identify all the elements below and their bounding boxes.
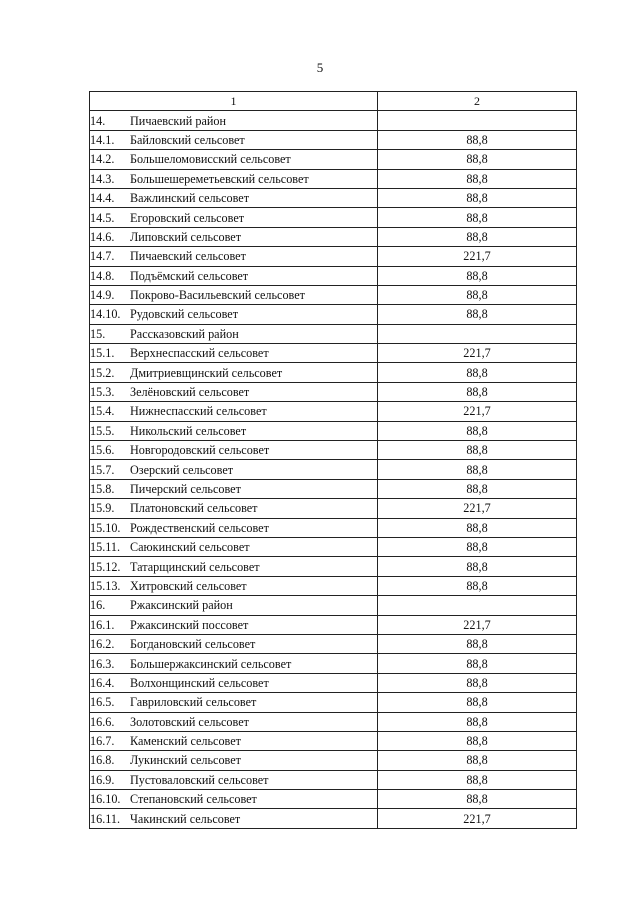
table-row — [90, 479, 577, 498]
row-name-cell — [90, 150, 378, 169]
row-name-cell — [90, 479, 378, 498]
table-row — [90, 615, 577, 634]
row-value — [378, 324, 577, 343]
row-number: 14.6. — [90, 229, 115, 244]
row-number: 14.9. — [90, 288, 115, 303]
row-name-cell — [90, 693, 378, 712]
row-name: Саюкинский сельсовет — [130, 540, 250, 555]
row-value: 88,8 — [378, 790, 577, 809]
table-row — [90, 382, 577, 401]
table-row — [90, 421, 577, 440]
row-name-cell — [90, 441, 378, 460]
row-name-cell — [90, 111, 378, 130]
row-number: 16.4. — [90, 675, 115, 690]
row-number: 14.2. — [90, 152, 115, 167]
row-number: 16. — [90, 598, 106, 613]
row-name-cell — [90, 518, 378, 537]
row-name-cell — [90, 809, 378, 828]
table-row — [90, 460, 577, 479]
row-name-cell — [90, 673, 378, 692]
row-number: 14.5. — [90, 210, 115, 225]
header-col-1: 1 — [90, 92, 378, 111]
row-number: 16.1. — [90, 617, 115, 632]
row-number: 16.5. — [90, 695, 115, 710]
table-row — [90, 402, 577, 421]
row-value: 221,7 — [378, 247, 577, 266]
table-row — [90, 441, 577, 460]
row-value — [378, 596, 577, 615]
table-row — [90, 227, 577, 246]
row-number: 14.3. — [90, 171, 115, 186]
row-name-cell — [90, 634, 378, 653]
table-row — [90, 111, 577, 130]
table-row — [90, 712, 577, 731]
row-value: 88,8 — [378, 382, 577, 401]
row-number: 15.6. — [90, 443, 115, 458]
table-row — [90, 654, 577, 673]
row-name: Егоровский сельсовет — [130, 210, 245, 225]
table-row — [90, 208, 577, 227]
row-name: Платоновский сельсовет — [130, 501, 258, 516]
row-name: Верхнеспасский сельсовет — [130, 346, 269, 361]
table-row — [90, 150, 577, 169]
row-name-cell — [90, 557, 378, 576]
row-name: Рождественский сельсовет — [130, 520, 269, 535]
row-number: 14.7. — [90, 249, 115, 264]
table-row — [90, 499, 577, 518]
row-number: 15.8. — [90, 482, 115, 496]
row-number: 15.7. — [90, 462, 115, 477]
row-name: Ржаксинский район — [130, 598, 233, 613]
row-number: 15. — [90, 326, 106, 341]
table-row — [90, 266, 577, 285]
row-name: Липовский сельсовет — [130, 229, 242, 244]
row-name: Покрово-Васильевский сельсовет — [130, 288, 305, 303]
row-value: 88,8 — [378, 169, 577, 188]
row-name-cell — [90, 537, 378, 556]
row-value: 88,8 — [378, 654, 577, 673]
row-name: Пустоваловский сельсовет — [130, 772, 269, 787]
table-header-row — [90, 92, 577, 111]
table-row — [90, 596, 577, 615]
row-value: 88,8 — [378, 557, 577, 576]
table-row — [90, 247, 577, 266]
row-number: 15.4. — [90, 404, 115, 419]
row-name: Новгородовский сельсовет — [130, 443, 270, 458]
row-value: 88,8 — [378, 479, 577, 498]
table-row — [90, 324, 577, 343]
row-name-cell — [90, 130, 378, 149]
row-name-cell — [90, 790, 378, 809]
row-name-cell — [90, 712, 378, 731]
row-number: 16.6. — [90, 714, 115, 729]
row-value: 221,7 — [378, 402, 577, 421]
row-name-cell — [90, 596, 378, 615]
row-name-cell — [90, 499, 378, 518]
row-number: 14.4. — [90, 191, 115, 206]
table-row — [90, 634, 577, 653]
row-name: Байловский сельсовет — [130, 132, 245, 147]
table-row — [90, 731, 577, 750]
row-name-cell — [90, 305, 378, 324]
row-value: 221,7 — [378, 809, 577, 828]
row-number: 15.1. — [90, 346, 115, 361]
row-name-cell — [90, 731, 378, 750]
row-value — [378, 111, 577, 130]
row-number: 15.13. — [90, 578, 121, 593]
row-name: Каменский сельсовет — [130, 734, 241, 749]
row-name: Важлинский сельсовет — [130, 191, 250, 206]
row-number: 16.3. — [90, 656, 115, 671]
row-value: 88,8 — [378, 518, 577, 537]
row-name: Хитровский сельсовет — [130, 578, 247, 593]
row-name: Степановский сельсовет — [130, 792, 257, 807]
row-name: Большешереметьевский сельсовет — [130, 171, 309, 186]
table-row — [90, 809, 577, 828]
row-name-cell — [90, 654, 378, 673]
row-name: Ржаксинский поссовет — [130, 617, 249, 632]
row-number: 15.12. — [90, 559, 121, 574]
row-name: Рудовский сельсовет — [130, 307, 239, 322]
row-value: 88,8 — [378, 576, 577, 595]
table-row — [90, 344, 577, 363]
row-number: 15.11. — [90, 540, 121, 555]
row-name-cell — [90, 421, 378, 440]
row-name-cell — [90, 208, 378, 227]
row-value: 88,8 — [378, 150, 577, 169]
row-number: 14.1. — [90, 132, 115, 147]
table-row — [90, 305, 577, 324]
row-name-cell — [90, 344, 378, 363]
table-row — [90, 790, 577, 809]
row-name: Чакинский сельсовет — [130, 811, 241, 826]
row-name-cell — [90, 266, 378, 285]
row-number: 16.7. — [90, 734, 115, 749]
row-value: 88,8 — [378, 421, 577, 440]
row-name: Гавриловский сельсовет — [130, 695, 257, 710]
row-value: 88,8 — [378, 363, 577, 382]
row-name: Лукинский сельсовет — [130, 753, 241, 768]
row-value: 88,8 — [378, 208, 577, 227]
row-value: 88,8 — [378, 751, 577, 770]
row-value: 88,8 — [378, 305, 577, 324]
row-number: 15.3. — [90, 385, 115, 400]
row-name: Дмитриевщинский сельсовет — [130, 365, 283, 380]
row-name-cell — [90, 751, 378, 770]
row-name: Волхонщинский сельсовет — [130, 675, 269, 690]
row-value: 221,7 — [378, 344, 577, 363]
table-row — [90, 576, 577, 595]
table-row — [90, 557, 577, 576]
row-number: 16.8. — [90, 753, 115, 768]
row-name: Озерский сельсовет — [130, 462, 234, 477]
row-value: 88,8 — [378, 130, 577, 149]
row-value: 88,8 — [378, 770, 577, 789]
row-name: Пичаевский сельсовет — [130, 249, 246, 264]
row-value: 88,8 — [378, 188, 577, 207]
row-number: 15.10. — [90, 520, 121, 535]
row-number: 15.2. — [90, 365, 115, 380]
row-name-cell — [90, 324, 378, 343]
row-number: 16.10. — [90, 792, 121, 807]
row-value: 88,8 — [378, 227, 577, 246]
row-name-cell — [90, 460, 378, 479]
row-name: Подъёмский сельсовет — [130, 268, 249, 283]
page-number: 5 — [316, 60, 324, 75]
row-name-cell — [90, 576, 378, 595]
row-name-cell — [90, 285, 378, 304]
row-number: 15.9. — [90, 501, 115, 516]
row-name: Никольский сельсовет — [130, 423, 247, 438]
table-row — [90, 537, 577, 556]
row-value: 221,7 — [378, 499, 577, 518]
row-value: 88,8 — [378, 285, 577, 304]
row-number: 16.2. — [90, 637, 115, 652]
row-value: 88,8 — [378, 673, 577, 692]
row-value: 88,8 — [378, 712, 577, 731]
table-row — [90, 130, 577, 149]
row-name-cell — [90, 382, 378, 401]
table-row — [90, 363, 577, 382]
row-value: 88,8 — [378, 693, 577, 712]
table-row — [90, 751, 577, 770]
row-number: 16.11. — [90, 811, 121, 826]
row-name-cell — [90, 402, 378, 421]
row-value: 88,8 — [378, 460, 577, 479]
row-name: Зелёновский сельсовет — [130, 385, 250, 400]
row-name: Богдановский сельсовет — [130, 637, 256, 652]
table-row — [90, 673, 577, 692]
row-number: 14.10. — [90, 307, 121, 322]
row-name-cell — [90, 247, 378, 266]
row-name: Большеломовисский сельсовет — [130, 152, 291, 167]
table-row — [90, 518, 577, 537]
row-name: Большержаксинский сельсовет — [130, 656, 292, 671]
row-value: 221,7 — [378, 615, 577, 634]
table-row — [90, 169, 577, 188]
row-value: 88,8 — [378, 537, 577, 556]
table-row — [90, 285, 577, 304]
row-value: 88,8 — [378, 266, 577, 285]
table-row — [90, 188, 577, 207]
row-number: 16.9. — [90, 772, 115, 787]
allocation-table — [89, 91, 577, 829]
row-number: 14.8. — [90, 268, 115, 283]
row-value: 88,8 — [378, 441, 577, 460]
row-name: Золотовский сельсовет — [130, 714, 249, 729]
row-name: Пичаевский район — [130, 113, 227, 128]
row-number: 15.5. — [90, 423, 115, 438]
row-name-cell — [90, 188, 378, 207]
row-name: Нижнеспасский сельсовет — [130, 404, 267, 419]
row-name: Татарщинский сельсовет — [130, 559, 260, 574]
header-col-2: 2 — [378, 92, 577, 111]
row-value: 88,8 — [378, 731, 577, 750]
row-name-cell — [90, 169, 378, 188]
row-number: 14. — [90, 113, 106, 128]
row-name-cell — [90, 615, 378, 634]
table-row — [90, 693, 577, 712]
row-name-cell — [90, 227, 378, 246]
row-name: Рассказовский район — [130, 326, 239, 341]
table-row — [90, 770, 577, 789]
row-name: Пичерский сельсовет — [130, 482, 241, 496]
row-name-cell — [90, 770, 378, 789]
row-name-cell — [90, 363, 378, 382]
row-value: 88,8 — [378, 634, 577, 653]
